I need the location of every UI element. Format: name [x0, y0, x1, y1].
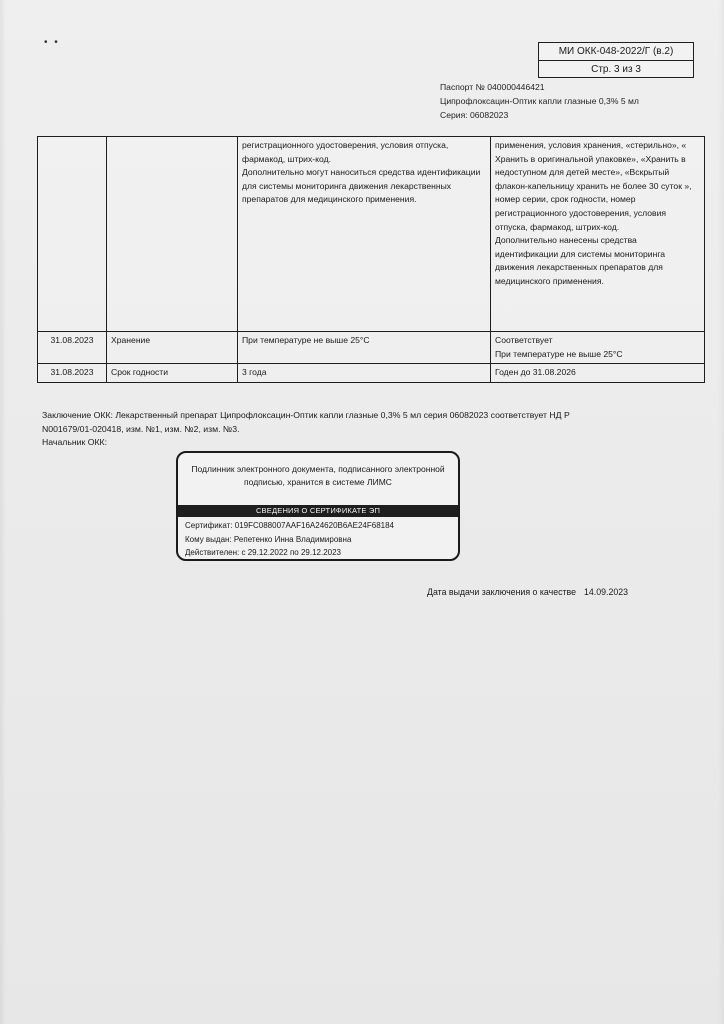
validity-line: [185, 547, 341, 558]
document-code-box: [538, 42, 694, 78]
storage-label: Хранение: [107, 332, 238, 364]
issued-to-label: Кому выдан:: [185, 535, 232, 544]
conclusion-text: Заключение ОКК: Лекарственный препарат Ципрофлоксацин-Оптик капли глазные 0,3% 5 мл серия 06082023 соответствует НД Р N001679/01-020418, изм. №1, изм. №2, изм. №3.: [42, 410, 570, 434]
table-cell-empty-name: [107, 137, 238, 332]
table-row: [38, 137, 705, 332]
validity-label: Действителен:: [185, 548, 240, 557]
storage-date: 31.08.2023: [38, 332, 107, 364]
head-label: Начальник ОКК:: [42, 437, 108, 447]
document-code: МИ ОКК-048-2022/Г (в.2): [558, 46, 674, 57]
issued-to-line: [185, 534, 351, 545]
shelf-life-date: 31.08.2023: [38, 364, 107, 383]
scan-left-shadow: [0, 0, 6, 1024]
issue-date-value: 14.09.2023: [584, 587, 629, 597]
certificate-number: 019FC088007AAF16A24620B6AE24F68184: [234, 521, 394, 530]
quality-conclusion-date: [419, 586, 628, 598]
storage-result: Соответствует При температуре не выше 25°С: [491, 332, 705, 364]
certificate-info-band: СВЕДЕНИЯ О СЕРТИФИКАТЕ ЭП: [178, 505, 458, 517]
quality-table: [37, 136, 705, 383]
shelf-life-requirement: 3 года: [238, 364, 491, 383]
stamp-title: Подлинник электронного документа, подписанного электронной подписью, хранится в системе ЛИМС: [191, 464, 445, 487]
certificate-label: Сертификат:: [185, 521, 233, 530]
result-continuation: применения, условия хранения, «стерильно», « Хранить в оригинальной упаковке», «Хранить в недоступном для детей месте», «Вскрытый флакон-капельницу хранить не более 30 суток », номер серии, срок годности, номер регистрационного удостоверения, условия отпуска, фармакод, штрих-код. Дополнительно нанесены средства идентификации для системы мониторинга движения лекарственных препаратов для медицинского применения.: [491, 137, 705, 332]
table-row: [38, 364, 705, 383]
issue-date-label: Дата выдачи заключения о качестве: [427, 587, 577, 597]
series-number: Серия: 06082023: [440, 110, 509, 120]
storage-requirement: При температуре не выше 25°С: [238, 332, 491, 364]
scan-specks: • •: [44, 37, 60, 48]
validity-period: с 29.12.2022 по 29.12.2023: [241, 548, 341, 557]
shelf-life-result: Годен до 31.08.2026: [491, 364, 705, 383]
requirement-continuation: регистрационного удостоверения, условия отпуска, фармакод, штрих-код. Дополнительно могут наноситься средства идентификации для системы мониторинга движения лекарственных препаратов для медицинского применения.: [238, 137, 491, 332]
issued-to-name: Репетенко Инна Владимировна: [233, 535, 352, 544]
table-row: [38, 332, 705, 364]
table-cell-empty-date: [38, 137, 107, 332]
passport-info: [440, 80, 639, 122]
certificate-line: [185, 520, 394, 531]
electronic-signature-stamp: [176, 451, 460, 561]
shelf-life-label: Срок годности: [107, 364, 238, 383]
product-name: Ципрофлоксацин-Оптик капли глазные 0,3% 5 мл: [440, 96, 639, 106]
scan-right-shadow: [718, 0, 724, 1024]
passport-number: Паспорт № 040000446421: [440, 82, 545, 92]
page-number: Стр. 3 из 3: [539, 60, 693, 77]
